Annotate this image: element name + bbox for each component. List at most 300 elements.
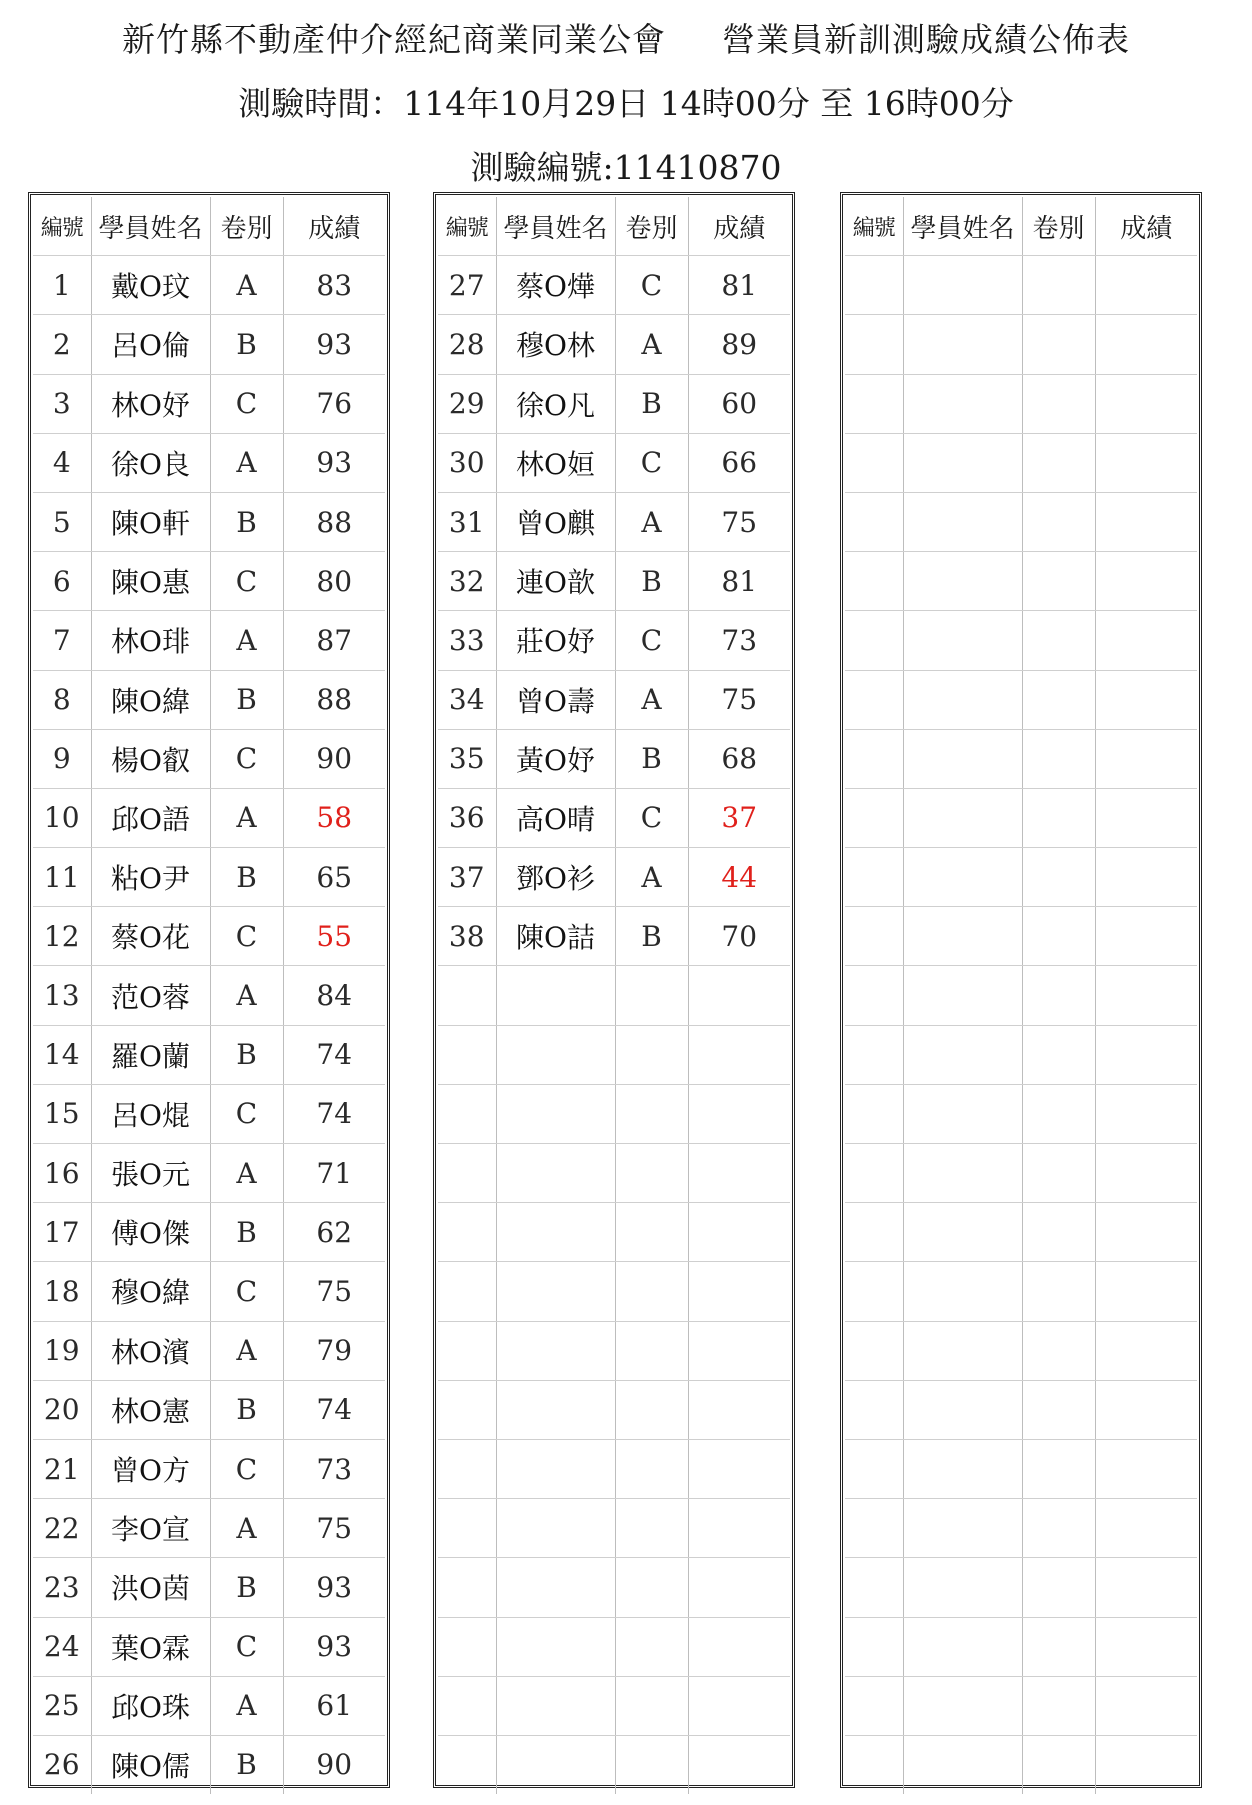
cell-name	[496, 1084, 615, 1143]
cell-number	[438, 1380, 496, 1439]
cell-paper: A	[615, 848, 688, 907]
exam-id: 測驗編號:11410870	[470, 148, 782, 187]
cell-score: 60	[688, 374, 790, 433]
exam-time: 測驗時間：114年10月29日 14時00分 至 16時00分	[238, 84, 1014, 123]
cell-number	[438, 1558, 496, 1617]
cell-paper	[1022, 788, 1095, 847]
cell-score: 93	[283, 1617, 385, 1676]
table-row	[438, 433, 790, 492]
cell-score	[1095, 1439, 1197, 1498]
cell-name	[903, 729, 1022, 788]
cell-score: 70	[688, 907, 790, 966]
table-row	[33, 374, 385, 433]
cell-number	[845, 1025, 903, 1084]
cell-number	[845, 1617, 903, 1676]
cell-name	[903, 1144, 1022, 1203]
cell-paper	[615, 1735, 688, 1794]
table-header-row	[845, 197, 1197, 256]
cell-paper	[1022, 256, 1095, 315]
empty-row	[845, 966, 1197, 1025]
cell-name	[903, 552, 1022, 611]
cell-number: 36	[438, 788, 496, 847]
table-row	[33, 966, 385, 1025]
empty-row	[845, 670, 1197, 729]
cell-number: 34	[438, 670, 496, 729]
cell-paper	[1022, 907, 1095, 966]
empty-row	[438, 1617, 790, 1676]
empty-row	[438, 1558, 790, 1617]
cell-score	[1095, 315, 1197, 374]
cell-paper: B	[210, 1735, 283, 1794]
cell-score	[688, 1380, 790, 1439]
cell-name: 邱O語	[91, 788, 210, 847]
cell-number	[845, 315, 903, 374]
cell-score	[688, 1735, 790, 1794]
cell-score: 66	[688, 433, 790, 492]
cell-paper	[1022, 848, 1095, 907]
cell-score: 90	[316, 1748, 353, 1782]
cell-name	[903, 1084, 1022, 1143]
cell-number	[845, 1144, 903, 1203]
cell-number: 2	[33, 315, 91, 374]
cell-score: 75	[688, 492, 790, 551]
cell-score: 62	[283, 1203, 385, 1262]
table-row	[33, 1617, 385, 1676]
table-row	[33, 1203, 385, 1262]
empty-row	[438, 1144, 790, 1203]
cell-paper	[1022, 492, 1095, 551]
score-table	[845, 197, 1197, 1794]
cell-paper: A	[210, 966, 283, 1025]
cell-name	[903, 1558, 1022, 1617]
cell-name	[903, 1262, 1022, 1321]
table-row	[33, 611, 385, 670]
cell-name	[496, 1735, 615, 1794]
cell-number: 9	[33, 729, 91, 788]
cell-name: 戴O玟	[91, 256, 210, 315]
cell-score	[1095, 1144, 1197, 1203]
cell-number: 31	[438, 492, 496, 551]
cell-paper	[615, 1321, 688, 1380]
column-header-number: 編號	[438, 197, 496, 256]
cell-paper	[1022, 1144, 1095, 1203]
table-header-row	[33, 197, 385, 256]
cell-name	[496, 1203, 615, 1262]
table-row	[438, 611, 790, 670]
cell-number: 23	[33, 1558, 91, 1617]
table-row	[33, 1380, 385, 1439]
cell-number	[438, 1617, 496, 1676]
cell-number	[438, 1144, 496, 1203]
cell-paper: C	[210, 1439, 283, 1498]
cell-name: 徐O良	[91, 433, 210, 492]
cell-name: 鄧O衫	[496, 848, 615, 907]
cell-paper: B	[210, 1380, 283, 1439]
cell-name	[903, 1321, 1022, 1380]
cell-number	[438, 1203, 496, 1262]
table-row	[438, 492, 790, 551]
cell-paper	[1022, 1676, 1095, 1735]
cell-score: 74	[283, 1380, 385, 1439]
cell-name	[903, 670, 1022, 729]
cell-name: 陳O軒	[91, 492, 210, 551]
table-row	[438, 670, 790, 729]
cell-paper	[615, 1025, 688, 1084]
empty-row	[438, 1084, 790, 1143]
cell-number	[438, 1676, 496, 1735]
table-row	[33, 907, 385, 966]
cell-paper	[1022, 1735, 1095, 1794]
cell-paper: A	[210, 1321, 283, 1380]
cell-number	[438, 1735, 496, 1794]
cell-name	[903, 788, 1022, 847]
cell-number	[845, 907, 903, 966]
cell-paper	[1022, 1084, 1095, 1143]
cell-number: 24	[33, 1617, 91, 1676]
cell-name: 莊O妤	[496, 611, 615, 670]
empty-row	[438, 1499, 790, 1558]
cell-number: 22	[33, 1499, 91, 1558]
cell-number	[845, 848, 903, 907]
cell-score	[1095, 966, 1197, 1025]
score-sheet-left	[28, 192, 390, 1788]
cell-name	[496, 1617, 615, 1676]
cell-number: 13	[33, 966, 91, 1025]
cell-name: 林O姮	[496, 433, 615, 492]
table-row	[438, 788, 790, 847]
table-row	[33, 1084, 385, 1143]
report-title	[0, 14, 1252, 61]
cell-score: 90	[283, 729, 385, 788]
empty-row	[845, 1084, 1197, 1143]
cell-score: 75	[688, 670, 790, 729]
cell-score: 58	[283, 788, 385, 847]
column-header-score: 成績	[1095, 197, 1197, 256]
cell-name	[903, 1617, 1022, 1676]
cell-paper: A	[210, 611, 283, 670]
cell-paper	[1022, 1617, 1095, 1676]
empty-row	[438, 1025, 790, 1084]
column-header-name: 學員姓名	[91, 197, 210, 256]
cell-name	[903, 1203, 1022, 1262]
cell-paper: C	[615, 256, 688, 315]
cell-name	[903, 966, 1022, 1025]
cell-paper: A	[210, 1676, 283, 1735]
empty-row	[845, 315, 1197, 374]
cell-number: 35	[438, 729, 496, 788]
cell-score	[688, 966, 790, 1025]
cell-paper: B	[615, 374, 688, 433]
table-row	[33, 1676, 385, 1735]
cell-score: 89	[688, 315, 790, 374]
table-row	[33, 433, 385, 492]
cell-score	[1095, 1321, 1197, 1380]
cell-name	[496, 1439, 615, 1498]
cell-number: 4	[33, 433, 91, 492]
cell-paper: B	[210, 848, 283, 907]
empty-row	[845, 1558, 1197, 1617]
cell-name: 陳O緯	[91, 670, 210, 729]
empty-row	[438, 1321, 790, 1380]
cell-score	[688, 1499, 790, 1558]
column-header-number: 編號	[33, 197, 91, 256]
table-row	[33, 1735, 385, 1794]
cell-number	[845, 552, 903, 611]
cell-name: 蔡O燁	[496, 256, 615, 315]
cell-number: 16	[33, 1144, 91, 1203]
cell-paper	[1022, 374, 1095, 433]
cell-paper	[615, 1203, 688, 1262]
cell-paper: B	[210, 670, 283, 729]
cell-score	[1095, 1499, 1197, 1558]
cell-paper: B	[210, 1203, 283, 1262]
empty-row	[845, 1617, 1197, 1676]
cell-paper: A	[210, 788, 283, 847]
cell-number: 3	[33, 374, 91, 433]
column-header-score: 成績	[688, 197, 790, 256]
cell-score: 73	[688, 611, 790, 670]
cell-number: 28	[438, 315, 496, 374]
cell-number	[845, 256, 903, 315]
empty-row	[845, 552, 1197, 611]
cell-name: 穆O林	[496, 315, 615, 374]
cell-paper: A	[615, 492, 688, 551]
cell-score	[1095, 848, 1197, 907]
table-row	[438, 256, 790, 315]
cell-paper: C	[210, 1262, 283, 1321]
cell-paper: B	[210, 1025, 283, 1084]
table-row	[438, 848, 790, 907]
document-title: 營業員新訓測驗成績公佈表	[722, 20, 1130, 59]
cell-number	[845, 1084, 903, 1143]
cell-score	[688, 1262, 790, 1321]
cell-paper	[1022, 1025, 1095, 1084]
cell-number: 37	[438, 848, 496, 907]
cell-number	[845, 1321, 903, 1380]
table-header-row	[438, 197, 790, 256]
cell-paper	[615, 1499, 688, 1558]
cell-score: 93	[283, 1558, 385, 1617]
column-header-name: 學員姓名	[496, 197, 615, 256]
cell-paper	[615, 1558, 688, 1617]
table-row	[33, 848, 385, 907]
cell-number: 38	[438, 907, 496, 966]
cell-score: 71	[283, 1144, 385, 1203]
cell-paper	[1022, 552, 1095, 611]
cell-name	[903, 611, 1022, 670]
cell-paper	[615, 1084, 688, 1143]
cell-number	[438, 966, 496, 1025]
cell-paper: B	[615, 552, 688, 611]
cell-score: 88	[283, 492, 385, 551]
cell-score	[1095, 433, 1197, 492]
cell-name: 張O元	[91, 1144, 210, 1203]
cell-name: 曾O麒	[496, 492, 615, 551]
cell-name: 陳O儒	[91, 1735, 210, 1794]
cell-number	[845, 729, 903, 788]
cell-paper	[1022, 1499, 1095, 1558]
empty-row	[845, 788, 1197, 847]
cell-score	[1095, 1262, 1197, 1321]
cell-number	[845, 433, 903, 492]
cell-number: 26	[33, 1735, 91, 1794]
cell-name: 曾O壽	[496, 670, 615, 729]
empty-row	[845, 1499, 1197, 1558]
cell-number: 11	[33, 848, 91, 907]
score-sheet-middle	[433, 192, 795, 1788]
cell-paper: B	[210, 492, 283, 551]
cell-name: 傅O傑	[91, 1203, 210, 1262]
column-header-score: 成績	[283, 197, 385, 256]
cell-score: 87	[283, 611, 385, 670]
empty-row	[438, 1203, 790, 1262]
cell-name	[903, 907, 1022, 966]
cell-name	[496, 1262, 615, 1321]
cell-name	[903, 433, 1022, 492]
cell-paper	[615, 1144, 688, 1203]
empty-row	[845, 1321, 1197, 1380]
cell-score: 81	[688, 256, 790, 315]
cell-name: 穆O緯	[91, 1262, 210, 1321]
table-row	[33, 552, 385, 611]
cell-paper: C	[210, 907, 283, 966]
cell-number: 6	[33, 552, 91, 611]
empty-row	[845, 1439, 1197, 1498]
score-sheet-right	[840, 192, 1202, 1788]
cell-score	[1095, 611, 1197, 670]
cell-paper	[615, 1439, 688, 1498]
cell-name	[903, 848, 1022, 907]
cell-number: 8	[33, 670, 91, 729]
table-row	[33, 1262, 385, 1321]
cell-name	[496, 1380, 615, 1439]
cell-number: 27	[438, 256, 496, 315]
cell-score: 88	[283, 670, 385, 729]
cell-name: 邱O珠	[91, 1676, 210, 1735]
cell-score: 84	[283, 966, 385, 1025]
cell-number	[438, 1321, 496, 1380]
empty-row	[438, 1262, 790, 1321]
cell-score	[1095, 552, 1197, 611]
cell-score	[1095, 907, 1197, 966]
cell-score: 93	[283, 433, 385, 492]
cell-number	[845, 788, 903, 847]
cell-score: 68	[688, 729, 790, 788]
cell-number: 19	[33, 1321, 91, 1380]
empty-row	[845, 1380, 1197, 1439]
cell-name	[496, 1558, 615, 1617]
cell-score	[688, 1203, 790, 1262]
cell-paper	[1022, 966, 1095, 1025]
cell-number: 33	[438, 611, 496, 670]
cell-paper: C	[615, 611, 688, 670]
cell-paper	[615, 1617, 688, 1676]
cell-paper: C	[210, 1084, 283, 1143]
cell-number	[438, 1439, 496, 1498]
cell-score	[1095, 729, 1197, 788]
cell-paper	[1022, 315, 1095, 374]
cell-number: 32	[438, 552, 496, 611]
table-row	[33, 1321, 385, 1380]
cell-score	[1095, 256, 1197, 315]
cell-name: 林O妤	[91, 374, 210, 433]
cell-paper	[1022, 433, 1095, 492]
cell-score: 37	[688, 788, 790, 847]
cell-name	[903, 256, 1022, 315]
empty-row	[845, 1203, 1197, 1262]
cell-number: 17	[33, 1203, 91, 1262]
cell-name	[496, 1499, 615, 1558]
cell-number: 30	[438, 433, 496, 492]
column-header-name: 學員姓名	[903, 197, 1022, 256]
cell-paper: A	[615, 315, 688, 374]
table-row	[438, 315, 790, 374]
table-row	[438, 374, 790, 433]
cell-name: 高O晴	[496, 788, 615, 847]
cell-score: 74	[283, 1084, 385, 1143]
cell-score	[688, 1676, 790, 1735]
cell-score	[1095, 1617, 1197, 1676]
table-row	[33, 1144, 385, 1203]
cell-name: 陳O惠	[91, 552, 210, 611]
cell-score	[1095, 670, 1197, 729]
cell-paper	[1022, 611, 1095, 670]
cell-name: 蔡O花	[91, 907, 210, 966]
cell-score	[1095, 492, 1197, 551]
cell-number	[438, 1025, 496, 1084]
cell-name	[903, 374, 1022, 433]
cell-name: 林O憲	[91, 1380, 210, 1439]
cell-score: 80	[283, 552, 385, 611]
cell-name	[903, 1735, 1022, 1794]
cell-paper	[1022, 1203, 1095, 1262]
empty-row	[438, 966, 790, 1025]
cell-number	[845, 966, 903, 1025]
cell-number	[845, 1203, 903, 1262]
cell-name	[903, 315, 1022, 374]
cell-name	[903, 1439, 1022, 1498]
cell-paper: B	[210, 1558, 283, 1617]
cell-number	[845, 1380, 903, 1439]
cell-number	[845, 374, 903, 433]
cell-score: 74	[283, 1025, 385, 1084]
empty-row	[845, 1262, 1197, 1321]
cell-paper	[615, 1676, 688, 1735]
cell-name	[903, 1380, 1022, 1439]
cell-name: 陳O詰	[496, 907, 615, 966]
cell-paper	[1022, 670, 1095, 729]
cell-name: 粘O尹	[91, 848, 210, 907]
cell-name	[496, 1676, 615, 1735]
empty-row	[845, 848, 1197, 907]
column-header-number: 編號	[845, 197, 903, 256]
cell-score: 75	[283, 1499, 385, 1558]
cell-score	[688, 1144, 790, 1203]
cell-paper: C	[210, 374, 283, 433]
cell-score	[688, 1439, 790, 1498]
cell-score: 79	[283, 1321, 385, 1380]
cell-score	[1095, 1558, 1197, 1617]
table-row	[438, 907, 790, 966]
cell-name	[496, 966, 615, 1025]
cell-paper	[615, 1262, 688, 1321]
cell-paper	[1022, 1321, 1095, 1380]
cell-number: 10	[33, 788, 91, 847]
cell-number: 21	[33, 1439, 91, 1498]
empty-row	[438, 1676, 790, 1735]
cell-paper	[1022, 729, 1095, 788]
empty-row	[845, 256, 1197, 315]
